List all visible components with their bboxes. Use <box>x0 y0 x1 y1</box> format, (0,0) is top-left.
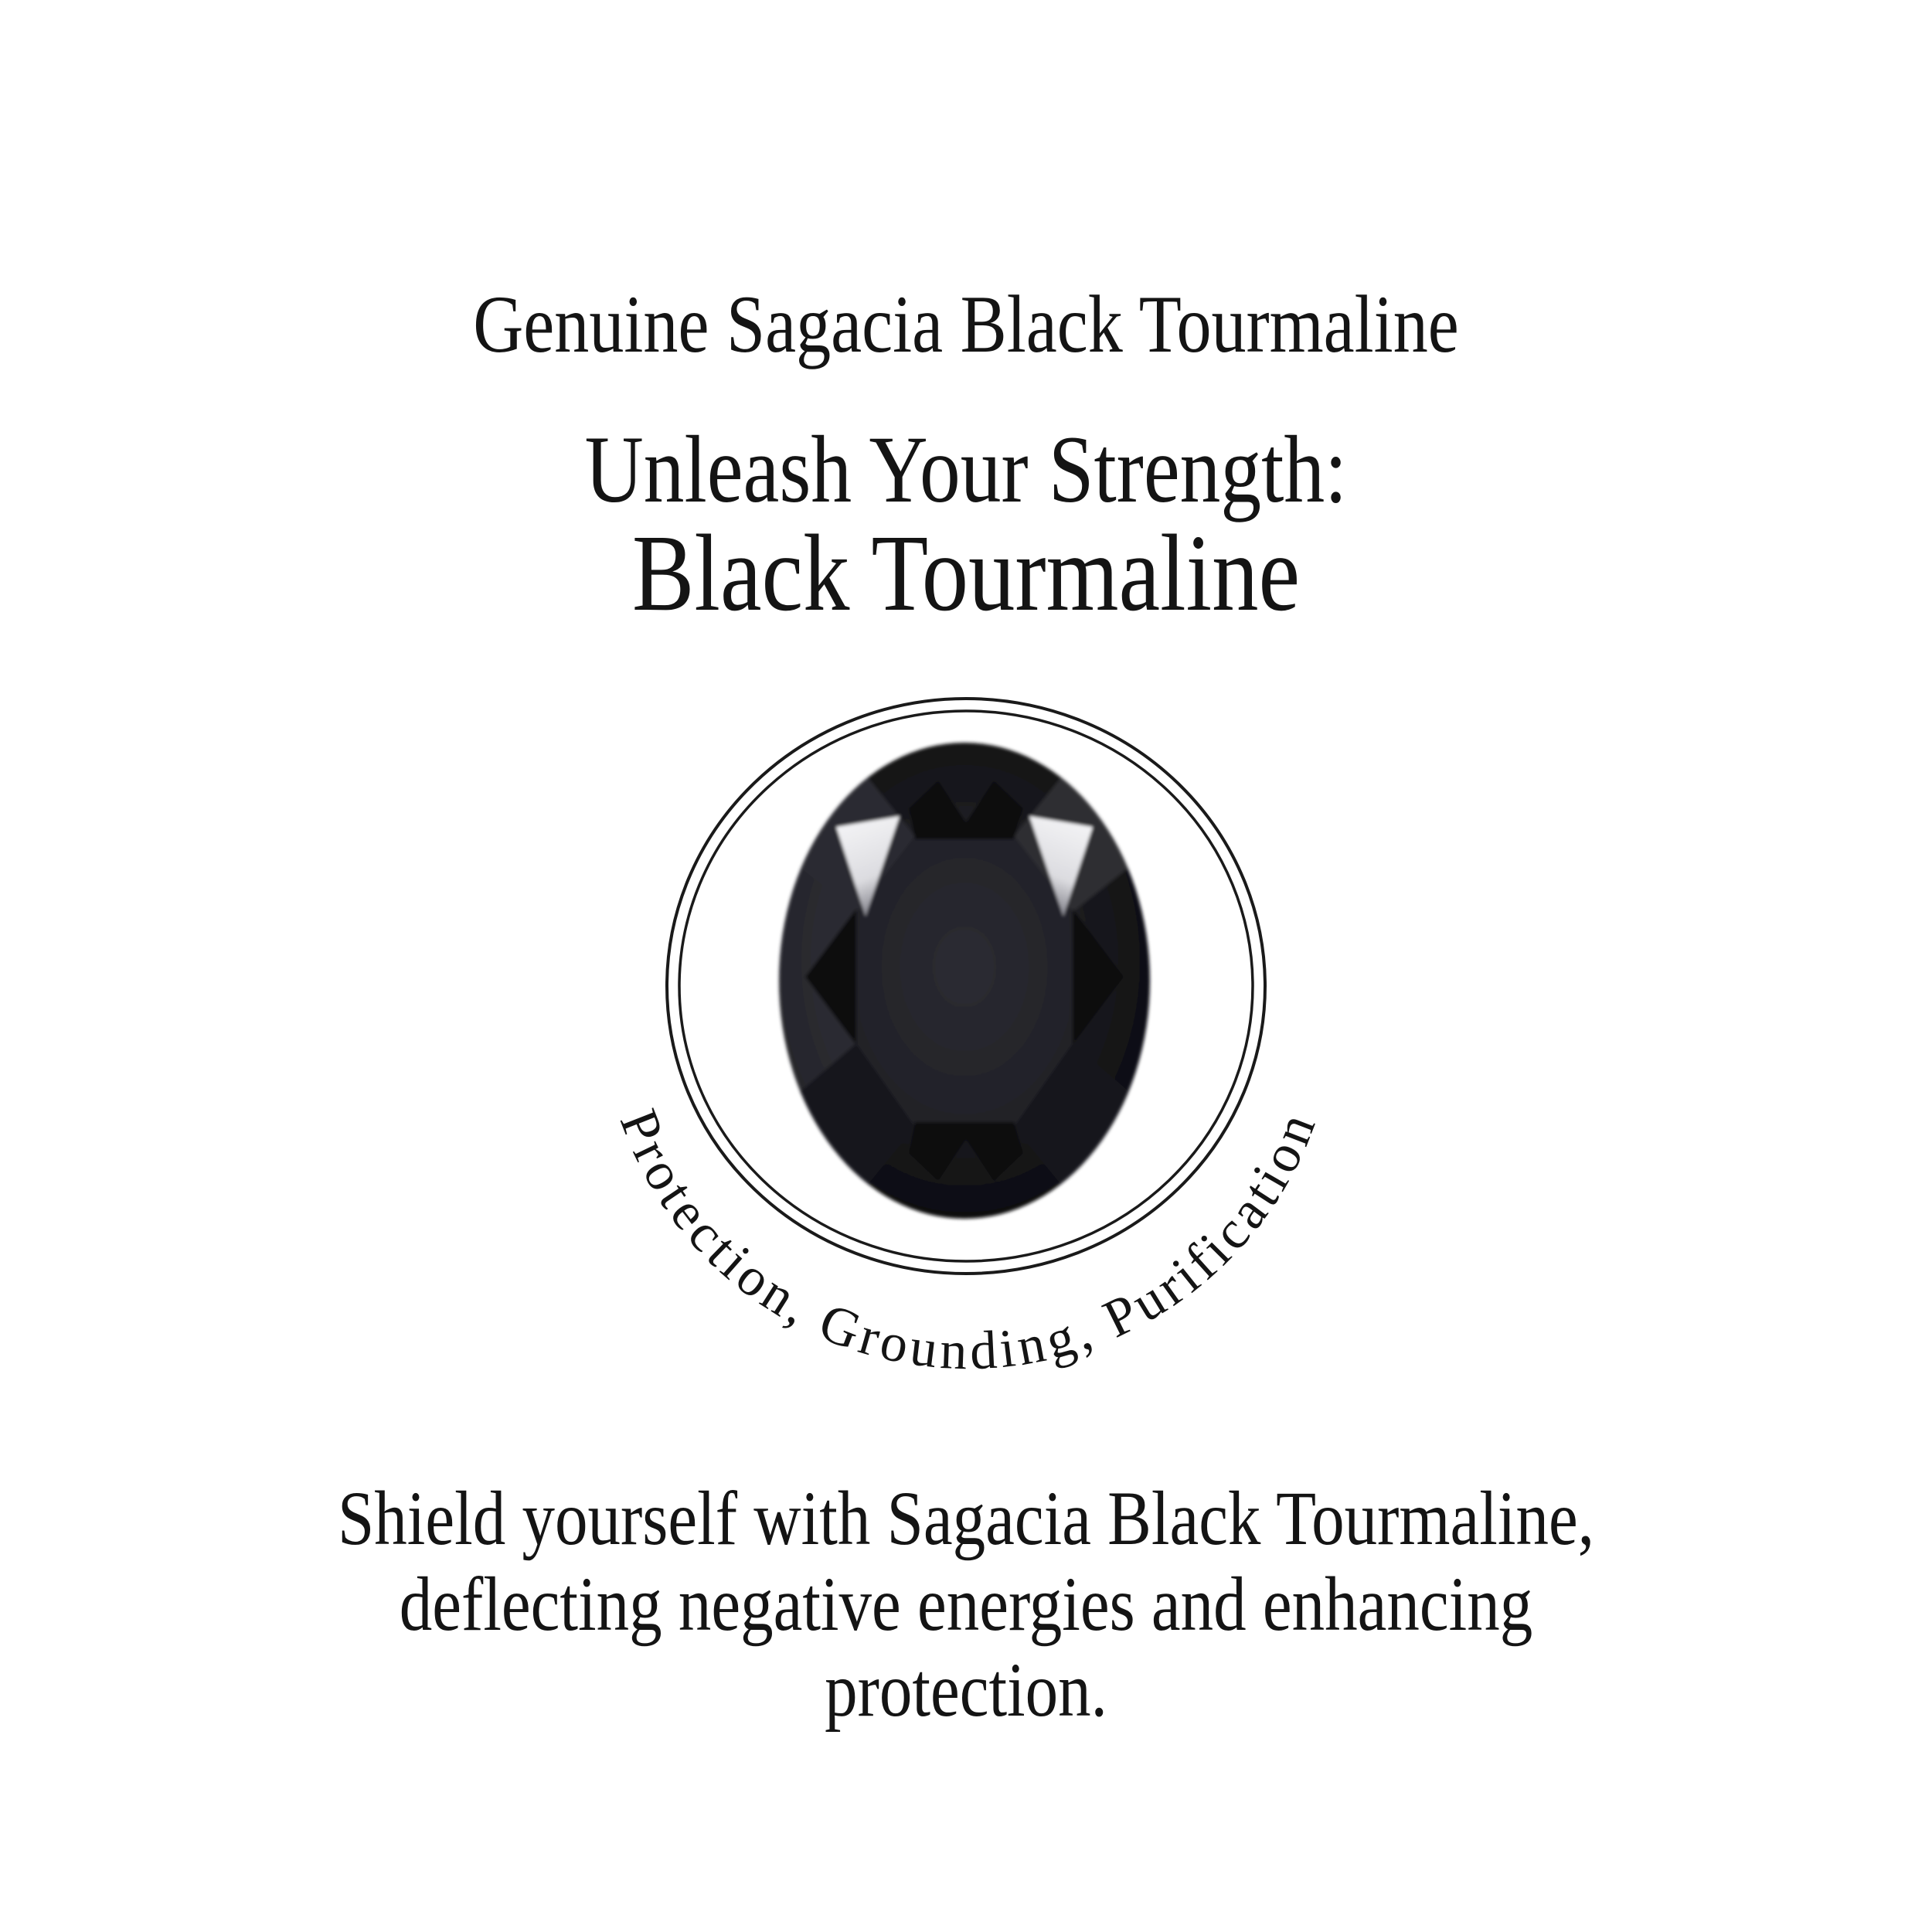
gem-table-facet <box>856 836 1073 1127</box>
page-title-line2: Black Tourmaline <box>631 512 1301 634</box>
badge-arc-caption-text: Protection, Grounding, Purification <box>607 1101 1329 1382</box>
description <box>145 1475 1787 1733</box>
brand-tagline: Genuine Sagacia Black Tourmaline <box>473 279 1459 369</box>
gemstone-image <box>760 743 1150 1219</box>
description-line1: Shield yourself with Sagacia Black Tourmaline, <box>337 1475 1594 1561</box>
page-title-line1: Unleash Your Strength: <box>584 417 1348 522</box>
description-line3: protection. <box>825 1647 1107 1733</box>
description-line2: deflecting negative energies and enhancing <box>399 1561 1533 1647</box>
